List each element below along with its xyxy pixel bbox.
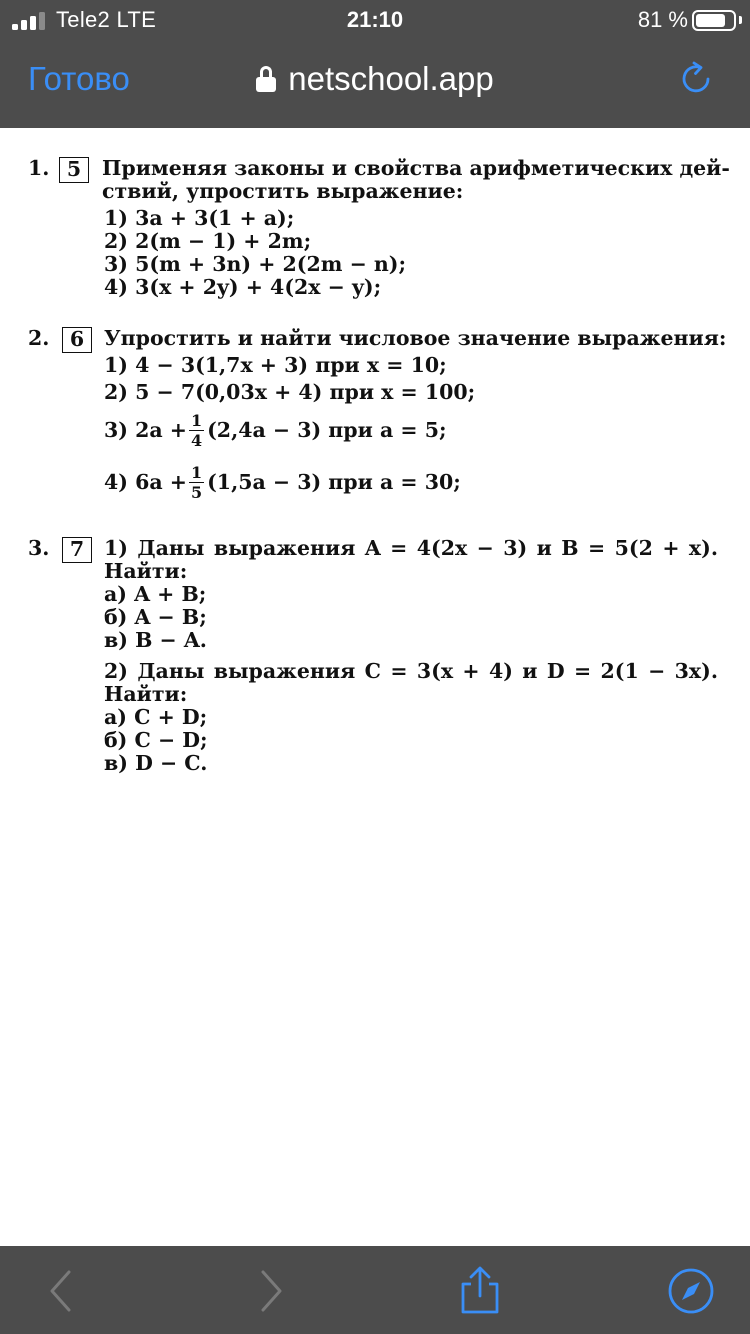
browser-nav <box>0 40 750 128</box>
fraction-denominator: 5 <box>190 482 203 502</box>
task-item: а) C + D; <box>104 705 208 729</box>
task-intro-line: ствий, упростить выражение: <box>102 179 464 203</box>
task-item: 3) 5(m + 3n) + 2(2m − n); <box>104 252 407 276</box>
back-arrow-icon[interactable] <box>36 1266 86 1316</box>
item-prefix: 3) 2a + <box>104 417 187 442</box>
task-part-1 <box>104 537 718 652</box>
fraction-numerator: 1 <box>190 462 203 482</box>
browser-top-bar <box>0 0 750 128</box>
address-bar[interactable] <box>0 60 750 98</box>
task-intro-line: Упростить и найти числовое значение выражения: <box>104 326 727 350</box>
task-item-fraction <box>104 404 718 456</box>
task-find-label: Найти: <box>104 682 188 706</box>
task-number: 2. <box>28 326 50 350</box>
task-item: 1) 4 − 3(1,7x + 3) при x = 10; <box>104 353 447 377</box>
fraction <box>189 463 204 502</box>
battery-icon <box>692 10 736 31</box>
carrier-name: Tele2 LTE <box>56 7 157 32</box>
share-icon[interactable] <box>455 1266 505 1316</box>
item-suffix: (2,4a − 3) при a = 5; <box>207 417 447 442</box>
task-part-line: 1) Даны выражения A = 4(2x − 3) и B = 5(2 + x). <box>104 536 718 560</box>
task-body <box>102 156 730 299</box>
task-part-2 <box>104 660 718 775</box>
task-body <box>104 326 727 508</box>
fraction <box>189 411 204 450</box>
url-text: netschool.app <box>288 60 494 97</box>
task-items <box>102 207 718 299</box>
task-item: а) A + B; <box>104 582 207 606</box>
fraction-denominator: 4 <box>190 430 203 450</box>
task-item: в) B − A. <box>104 628 207 652</box>
battery-level-fill <box>696 14 725 27</box>
task-box-number: 6 <box>62 327 92 353</box>
task-item: б) A − B; <box>104 605 207 629</box>
task-box-number: 5 <box>59 157 89 183</box>
task-item: в) D − C. <box>104 751 208 775</box>
task-item-fraction <box>104 456 718 508</box>
task-box-number: 7 <box>62 537 92 563</box>
lock-icon <box>256 66 276 92</box>
battery-percent: 81 % <box>637 7 688 32</box>
task-item: 2) 5 − 7(0,03x + 4) при x = 100; <box>104 380 476 404</box>
done-button[interactable]: Готово <box>28 60 130 97</box>
item-suffix: (1,5a − 3) при a = 30; <box>207 469 461 494</box>
task-item: 2) 2(m − 1) + 2m; <box>104 229 312 253</box>
forward-arrow-icon[interactable] <box>246 1266 296 1316</box>
task-find-label: Найти: <box>104 559 188 583</box>
task-intro-line: Применяя законы и свойства арифметических дей- <box>102 156 730 180</box>
fraction-numerator: 1 <box>190 410 203 430</box>
task-items <box>104 354 718 508</box>
task-body <box>104 537 718 775</box>
compass-icon[interactable] <box>666 1266 716 1316</box>
browser-bottom-toolbar <box>0 1246 750 1334</box>
task-number: 1. <box>28 156 50 180</box>
status-time: 21:10 <box>346 7 404 32</box>
task-item: б) C − D; <box>104 728 208 752</box>
task-number: 3. <box>28 536 50 560</box>
task-part-line: 2) Даны выражения C = 3(x + 4) и D = 2(1 − 3x). <box>104 659 718 683</box>
task-item: 1) 3a + 3(1 + a); <box>104 206 295 230</box>
item-prefix: 4) 6a + <box>104 469 187 494</box>
task-item: 4) 3(x + 2y) + 4(2x − y); <box>104 275 382 299</box>
document-page <box>0 128 750 1246</box>
reload-icon[interactable] <box>680 60 714 96</box>
status-bar <box>0 0 750 40</box>
battery-tip <box>739 16 742 24</box>
